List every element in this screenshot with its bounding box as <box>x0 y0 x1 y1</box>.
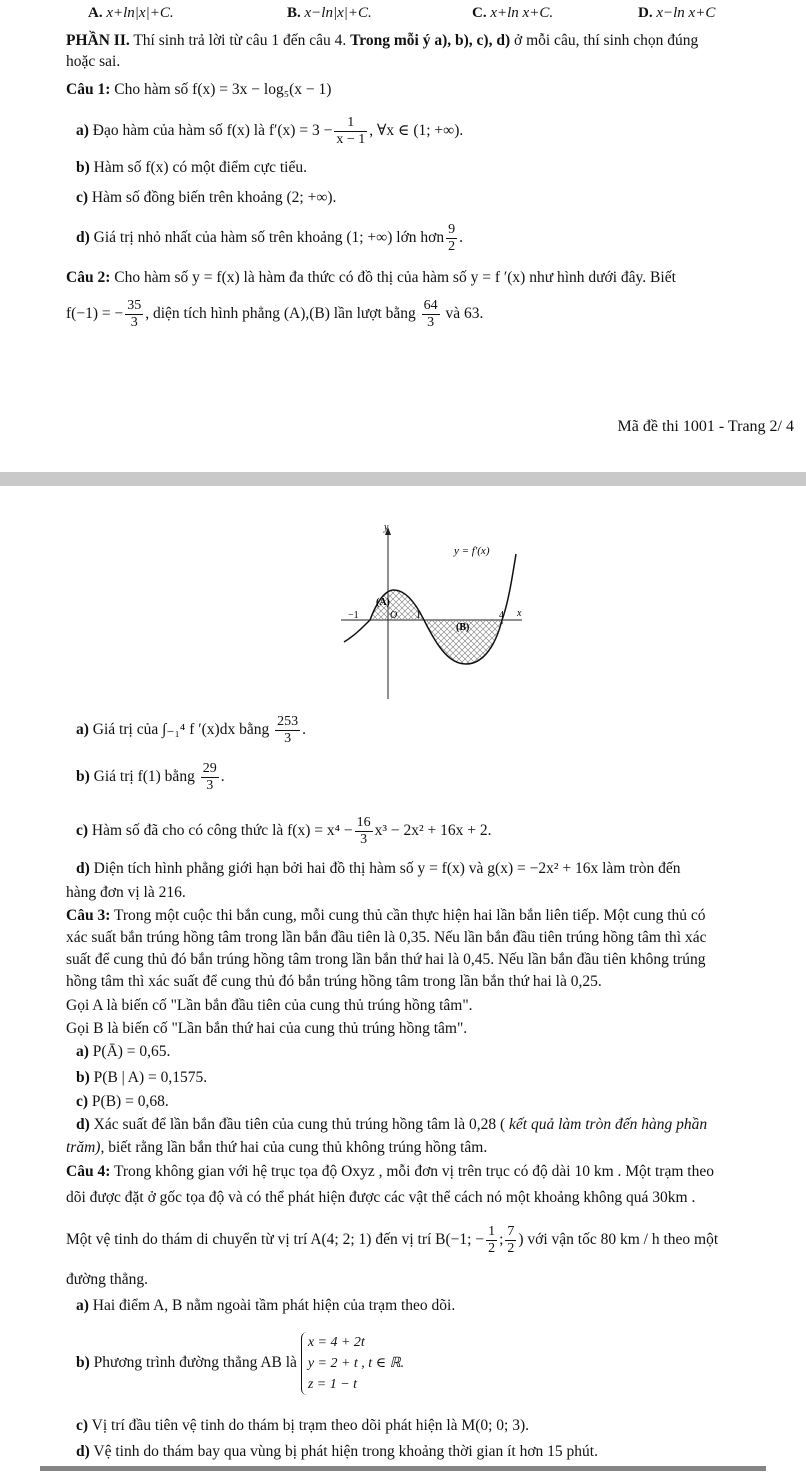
q2-line2a: f(−1) = − <box>66 305 124 323</box>
q3-line2: xác suất bắn trúng hồng tâm trong lần bắn đầu tiên là 0,35. Nếu lần bắn đầu tiên trúng hồng tâm thì xác <box>66 929 707 946</box>
q2-c-text: Hàm số đã cho có công thức là f(x) = x⁴ − <box>88 822 353 840</box>
q4-line3 <box>0 1224 806 1257</box>
q4-line4: đường thẳng. <box>66 1271 149 1288</box>
q4-b-system <box>301 1332 404 1395</box>
q4-c-label: c) <box>76 1417 89 1434</box>
q3-line4: hồng tâm thì xác suất để cung thủ đó bắn trúng hồng tâm trong lần bắn thứ hai là 0,25. <box>66 973 602 990</box>
q4-a <box>0 1296 806 1315</box>
q3-line6: Gọi B là biến cố "Lần bắn thứ hai của cung thủ trúng hồng tâm". <box>66 1020 468 1037</box>
q3-c-label: c) <box>76 1093 89 1110</box>
q4-c-text: Vị trí đầu tiên vệ tinh do thám bị trạm theo dõi phát hiện là M(0; 0; 3). <box>88 1417 530 1434</box>
q2-a-den: 3 <box>284 731 292 747</box>
graph-tick-4-label: 4 <box>499 610 504 621</box>
graph-region-b-label: (B) <box>456 622 470 633</box>
derivative-graph <box>336 524 526 704</box>
q1-a-num: 1 <box>334 115 367 132</box>
q4-label: Câu 4: <box>66 1163 111 1180</box>
q1-a <box>0 115 806 148</box>
q4-line2: dõi được đặt ở gốc tọa độ và có thể phát hiện được các vật thể cách nó một khoảng không quá 30km . <box>66 1189 696 1206</box>
q1-d-label: d) <box>76 229 90 247</box>
q1-a-fraction <box>334 115 367 148</box>
q3-a <box>0 1042 806 1061</box>
q4-d-label: d) <box>76 1443 90 1460</box>
q3-a-label: a) <box>76 1043 89 1060</box>
option-a-value: x+ln|x|+C. <box>106 5 174 21</box>
q3-d-label: d) <box>76 1116 90 1133</box>
q3-b-text: P(B | A) = 0,1575. <box>89 1069 208 1086</box>
q2-a <box>0 714 806 747</box>
q3-d-italic: kết quả làm tròn đến hàng phần <box>505 1116 708 1133</box>
q2-line2c: và 63. <box>441 305 484 323</box>
q1-d <box>0 222 806 255</box>
q4-c <box>0 1416 806 1435</box>
q1-c-text: Hàm số đồng biến trên khoảng (2; +∞). <box>88 189 337 206</box>
q3-c-text: P(B) = 0,68. <box>88 1093 169 1110</box>
q2-label: Câu 2: <box>66 269 111 286</box>
q1-b-label: b) <box>76 159 90 176</box>
q3-d-italic2: trăm), <box>66 1139 105 1156</box>
q2-stem-line2 <box>0 298 806 331</box>
q4-d <box>0 1442 806 1461</box>
q2-b-tail: . <box>220 768 225 786</box>
q3-b <box>0 1068 806 1087</box>
q2-b-num: 29 <box>201 761 219 778</box>
q4-sys-y: y = 2 + t , t ∈ ℝ. <box>307 1356 405 1371</box>
q2-a-text: Giá trị của ∫₋₁⁴ f ′(x)dx bằng <box>88 721 270 739</box>
graph-tick-1: 1 <box>416 610 421 621</box>
q3-a-text: P(Ā) = 0,65. <box>88 1043 171 1060</box>
q2-line2b: , diện tích hình phẳng (A),(B) lần lượt bằng <box>145 305 416 323</box>
q4-line1 <box>0 1162 806 1181</box>
q3-d-text2: biết rằng lần bắn thứ hai của cung thủ không trúng hồng tâm. <box>104 1139 488 1156</box>
q1-a-den: x − 1 <box>336 132 366 148</box>
q2-frac1 <box>125 298 143 331</box>
q2-c-label: c) <box>76 822 89 840</box>
q2-text: Cho hàm số y = f(x) là hàm đa thức có đồ thị của hàm số y = f ′(x) như hình dưới đây. Biết <box>110 269 676 286</box>
q1-c <box>0 188 806 207</box>
q1-a-text: Đạo hàm của hàm số f(x) là f′(x) = 3 − <box>88 122 333 140</box>
q1-b-text: Hàm số f(x) có một điểm cực tiểu. <box>89 159 307 176</box>
option-d-label: D. <box>638 5 653 21</box>
q2-c <box>0 815 806 848</box>
q3-b-label: b) <box>76 1069 90 1086</box>
part2-intro-bold: Trong mỗi ý a), b), c), d) <box>350 32 511 49</box>
q3-d-line2 <box>0 1138 806 1157</box>
page-footer: Mã đề thi 1001 - Trang 2/ 4 <box>617 418 794 435</box>
part2-heading <box>0 31 806 50</box>
q3-d-text: Xác suất để lần bắn đầu tiên của cung thủ trúng hồng tâm là 0,28 ( <box>89 1116 506 1133</box>
q2-d-line2: hàng đơn vị là 216. <box>66 884 186 901</box>
q4-a-label: a) <box>76 1297 89 1314</box>
q1-a-label: a) <box>76 122 89 140</box>
part2-heading-line2: hoặc sai. <box>66 53 121 70</box>
option-c-label: C. <box>472 5 487 21</box>
graph-tick-minus1: −1 <box>348 610 359 621</box>
q4-b-text: Phương trình đường thẳng AB là <box>89 1354 297 1372</box>
q2-a-fraction <box>275 714 300 747</box>
option-b-label: B. <box>287 5 301 21</box>
q3-line5: Gọi A là biến cố "Lần bắn đầu tiên của cung thủ trúng hồng tâm". <box>66 997 473 1014</box>
q2-frac2 <box>422 298 440 331</box>
q3-d <box>0 1115 806 1134</box>
q2-frac2-den: 3 <box>427 315 435 331</box>
q1-d-fraction <box>446 222 457 255</box>
q3-text1: Trong một cuộc thi bắn cung, mỗi cung thủ cần thực hiện hai lần bắn liên tiếp. Một cung thủ có <box>110 907 706 924</box>
q1-d-tail: . <box>459 229 463 247</box>
q3-label: Câu 3: <box>66 907 111 924</box>
derivative-curve <box>344 554 516 664</box>
q4-d-text: Vệ tinh do thám bay qua vùng bị phát hiện trong khoảng thời gian ít hơn 15 phút. <box>89 1443 598 1460</box>
q4-text3a: Một vệ tinh do thám di chuyển từ vị trí A(4; 2; 1) đến vị trí B(−1; − <box>66 1231 485 1249</box>
q2-a-label: a) <box>76 721 89 739</box>
graph-origin: O <box>390 610 398 621</box>
part2-intro-2: ở mỗi câu, thí sinh chọn đúng <box>510 32 699 49</box>
q2-frac2-num: 64 <box>422 298 440 315</box>
q3-line3: suất để cung thủ đó bắn trúng hồng tâm trong lần bắn thứ hai là 0,45. Nếu lần bắn đầu tiên không trúng <box>66 951 706 968</box>
exam-page-upper <box>0 0 806 472</box>
q1-d-den: 2 <box>448 239 456 255</box>
q2-d <box>0 859 806 878</box>
q2-d-label: d) <box>76 860 90 877</box>
q4-sys-z: z = 1 − t <box>307 1377 358 1392</box>
q4-frac1 <box>486 1224 497 1257</box>
q2-b-den: 3 <box>206 778 214 794</box>
q3-c <box>0 1092 806 1111</box>
q1-d-num: 9 <box>446 222 457 239</box>
option-a-label: A. <box>88 5 103 21</box>
part2-title: PHẦN II. <box>66 32 130 49</box>
graph-region-a-label: (A) <box>376 597 390 608</box>
q1-text: Cho hàm số f(x) = 3x − log₅(x − 1) <box>110 81 332 98</box>
q1-d-text: Giá trị nhỏ nhất của hàm số trên khoảng (1; +∞) lớn hơn <box>89 229 445 247</box>
q4-frac2-den: 2 <box>507 1241 515 1257</box>
q1-label: Câu 1: <box>66 81 111 98</box>
q2-frac1-den: 3 <box>130 315 138 331</box>
cropped-bottom-line <box>40 1466 766 1471</box>
q4-text3-mid: ; <box>499 1231 504 1249</box>
q2-b-fraction <box>201 761 219 794</box>
q4-text1: Trong không gian với hệ trục tọa độ Oxyz , mỗi đơn vị trên trục có độ dài 10 km . Một trạm theo <box>110 1163 714 1180</box>
q4-sys-x: x = 4 + 2t <box>307 1335 365 1350</box>
option-d-value: x−ln x+C <box>656 5 716 21</box>
q4-a-text: Hai điểm A, B nằm ngoài tầm phát hiện của trạm theo dõi. <box>88 1297 456 1314</box>
q4-b-label: b) <box>76 1354 90 1372</box>
q2-c-num: 16 <box>355 815 373 832</box>
option-c-value: x+ln x+C. <box>490 5 554 21</box>
q4-frac2 <box>505 1224 516 1257</box>
page-separator <box>0 472 806 486</box>
q2-c-den: 3 <box>360 832 368 848</box>
graph-y-label: y <box>384 524 389 533</box>
q4-text3b: ) với vận tốc 80 km / h theo một <box>518 1231 719 1249</box>
q2-d-text: Diện tích hình phẳng giới hạn bởi hai đồ thị hàm số y = f(x) và g(x) = −2x² + 16x làm tròn đến <box>89 860 681 877</box>
q2-c-fraction <box>355 815 373 848</box>
q2-stem <box>0 268 806 287</box>
part2-intro: Thí sinh trả lời từ câu 1 đến câu 4. <box>129 32 351 49</box>
q4-frac2-num: 7 <box>505 1224 516 1241</box>
q2-c-tail: x³ − 2x² + 16x + 2. <box>374 822 492 840</box>
exam-page-lower <box>0 486 806 1474</box>
q2-frac1-num: 35 <box>125 298 143 315</box>
q2-b <box>0 761 806 794</box>
q3-line1 <box>0 906 806 925</box>
q1-c-label: c) <box>76 189 89 206</box>
q2-b-text: Giá trị f(1) bằng <box>89 768 195 786</box>
q2-a-num: 253 <box>275 714 300 731</box>
graph-curve-label: y = f′(x) <box>454 545 490 557</box>
q4-b <box>0 1332 806 1395</box>
graph-x-label: x <box>517 608 522 619</box>
option-b-value: x−ln|x|+C. <box>304 5 372 21</box>
q4-frac1-den: 2 <box>488 1241 496 1257</box>
q1-b <box>0 158 806 177</box>
q4-frac1-num: 1 <box>486 1224 497 1241</box>
q1-a-tail: , ∀x ∈ (1; +∞). <box>369 122 464 140</box>
q2-b-label: b) <box>76 768 90 786</box>
q2-a-tail: . <box>302 721 306 739</box>
q1-stem <box>0 80 806 99</box>
